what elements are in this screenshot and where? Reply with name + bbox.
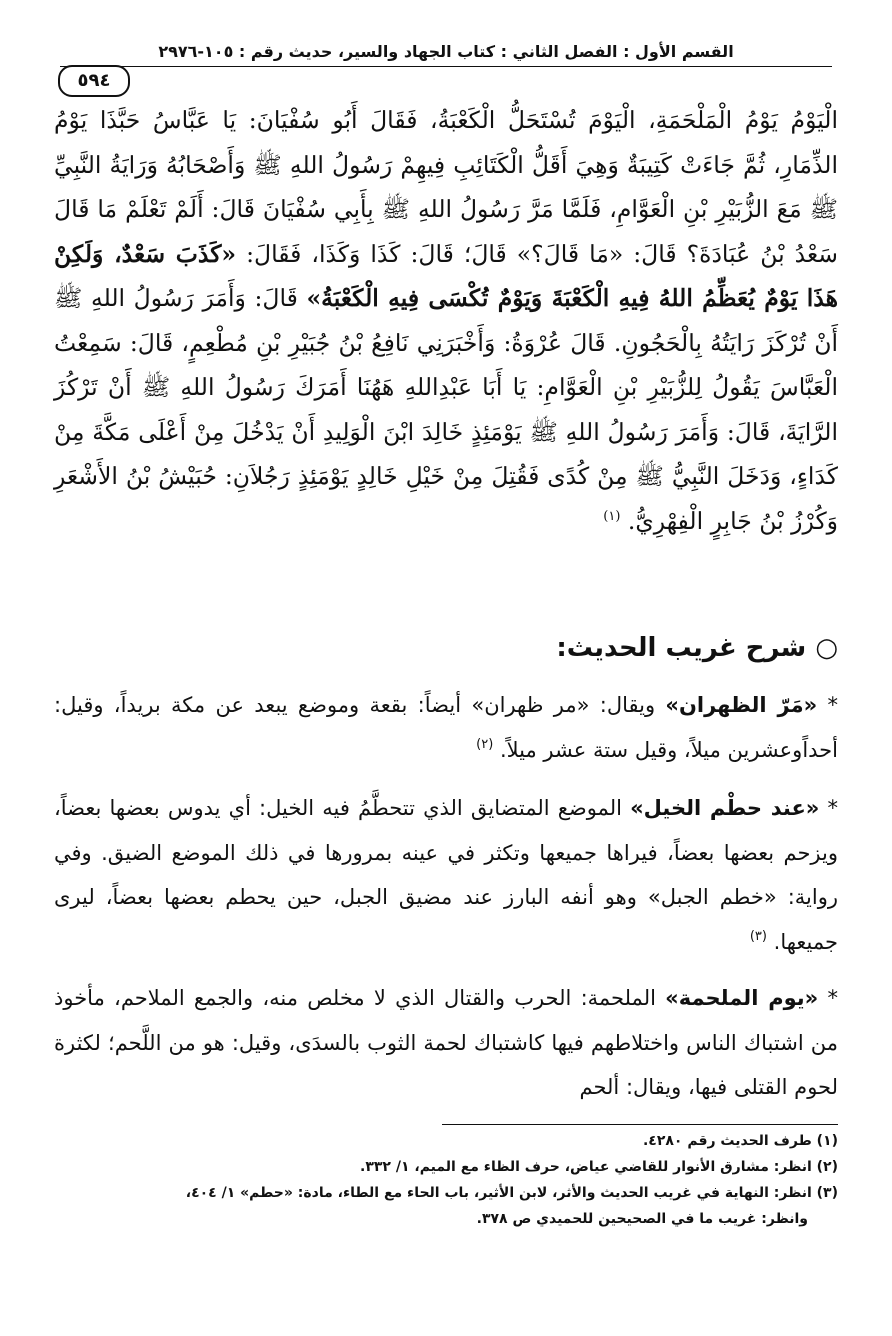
header-rule xyxy=(60,66,832,67)
asterisk-icon: * xyxy=(827,693,838,717)
running-header: القسم الأول : الفصل الثاني : كتاب الجهاد والسير، حديث رقم : ١٠٥-٢٩٧٦ xyxy=(158,42,734,61)
asterisk-icon: * xyxy=(827,986,838,1010)
gloss-term: «مَرّ الظهران» xyxy=(665,693,818,717)
gloss-text: ويقال: «مر ظهران» أيضاً: بقعة وموضع يبعد عن مكة بريداً، وقيل: أحداًوعشرين ميلاً، وقيل ستة عشر ميلاً. xyxy=(54,693,838,762)
footnote-1: (١) طرف الحديث رقم ٤٢٨٠. xyxy=(642,1133,838,1149)
page-number: ٥٩٤ xyxy=(58,65,130,97)
prophet-quote: «كَذَبَ سَعْدٌ، وَلَكِنْ هَذَا يَوْمٌ يُعَظِّمُ اللهُ فِيهِ الْكَعْبَةَ وَيَوْمٌ تُكْسَى فِيهِ الْكَعْبَةُ» xyxy=(54,239,839,312)
section-title: شرح غريب الحديث: xyxy=(556,633,807,663)
gloss-text: الملحمة: الحرب والقتال الذي لا مخلص منه، والجمع الملاحم، مأخوذ من اشتباك الناس واختلاطهم فيها كاشتباك لحمة الثوب بالسدَى، وقيل: هو من اللَّحم؛ لكثرة لحوم القتلى فيها، ويقال: ألحم xyxy=(54,986,838,1099)
circle-marker-icon: ○ xyxy=(815,633,838,663)
gloss-text: الموضع المتضايق الذي تتحطَّمُ فيه الخيل: أي يدوس بعضها بعضاً، ويزحم بعضها بعضاً، فيراها جميعها وتكثر في عينه بمرورها في ذلك الموضع الضيق. وفي رواية: «خطم الجبل» وهو أنفه البارز عند مضيق الجبل، حين يحطم بعضها بعضاً، ليرى جميعها. xyxy=(54,796,838,954)
gloss-term: «عند حطْم الخيل» xyxy=(630,796,820,820)
footnote-ref-3: (٣) xyxy=(749,928,767,944)
hadith-text xyxy=(54,98,838,548)
hadith-narration-continued: قَالَ: وَأَمَرَ رَسُولُ اللهِ ﷺ أَنْ تُرْكَزَ رَايَتُهُ بِالْحَجُونِ. قَالَ عُرْوَةُ: وَأَخْبَرَنِي نَافِعُ بْنُ جُبَيْرِ بْنِ مُطْعِمٍ، قَالَ: سَمِعْتُ الْعَبَّاسَ يَقُولُ لِلزُّبَيْرِ بْنِ الْعَوَّامِ: يَا أَبَا عَبْدِاللهِ هَهُنَا أَمَرَكَ رَسُولُ اللهِ ﷺ أَنْ تَرْكُزَ الرَّايَةَ، قَالَ: وَأَمَرَ رَسُولُ اللهِ ﷺ يَوْمَئِذٍ خَالِدَ ابْنَ الْوَلِيدِ أَنْ يَدْخُلَ مِنْ أَعْلَى مَكَّةَ مِنْ كَدَاءٍ، وَدَخَلَ النَّبِيُّ ﷺ مِنْ كُدًى فَقُتِلَ مِنْ خَيْلِ خَالِدٍ يَوْمَئِذٍ رَجُلاَنِ: حُبَيْشُ بْنُ الأَشْعَرِ وَكُرْزُ بْنُ جَابِرٍ الْفِهْرِيُّ. xyxy=(54,284,838,535)
footnote-3-continued: وانظر: غريب ما في الصحيحين للحميدي ص ٣٧٨. xyxy=(476,1211,808,1227)
footnotes xyxy=(54,1128,838,1232)
gloss-entry xyxy=(54,976,838,1110)
footnote-3: (٣) انظر: النهاية في غريب الحديث والأثر، لابن الأثير، باب الحاء مع الطاء، مادة: «حطم» ١/ ٤٠٤، xyxy=(185,1185,838,1201)
asterisk-icon: * xyxy=(827,796,838,820)
footnote-rule xyxy=(442,1124,838,1125)
footnote-ref-1: (١) xyxy=(603,508,621,524)
gloss-term: «يوم الملحمة» xyxy=(665,986,819,1010)
hadith-narration: الْيَوْمُ يَوْمُ الْمَلْحَمَةِ، الْيَوْمَ تُسْتَحَلُّ الْكَعْبَةُ، فَقَالَ أَبُو سُفْيَانَ: يَا عَبَّاسُ حَبَّذَا يَوْمُ الذِّمَارِ، ثُمَّ جَاءَتْ كَتِيبَةٌ وَهِيَ أَقَلُّ الْكَتَائِبِ فِيهِمْ رَسُولُ اللهِ ﷺ وَأَصْحَابُهُ وَرَايَةُ النَّبِيِّ ﷺ مَعَ الزُّبَيْرِ بْنِ الْعَوَّامِ، فَلَمَّا مَرَّ رَسُولُ اللهِ ﷺ بِأَبِي سُفْيَانَ قَالَ: أَلَمْ تَعْلَمْ مَا قَالَ سَعْدُ بْنُ عُبَادَةَ؟ قَالَ: «مَا قَالَ؟» قَالَ؛ قَالَ: كَذَا وَكَذَا، فَقَالَ: xyxy=(54,106,838,268)
footnote-2: (٢) انظر: مشارق الأنوار للقاضي عياض، حرف الظاء مع الميم، ١/ ٣٣٢. xyxy=(359,1159,838,1175)
gloss-entry xyxy=(54,683,838,776)
gloss-entry xyxy=(54,786,838,968)
footnote-ref-2: (٢) xyxy=(476,736,494,752)
section-heading xyxy=(54,628,838,668)
